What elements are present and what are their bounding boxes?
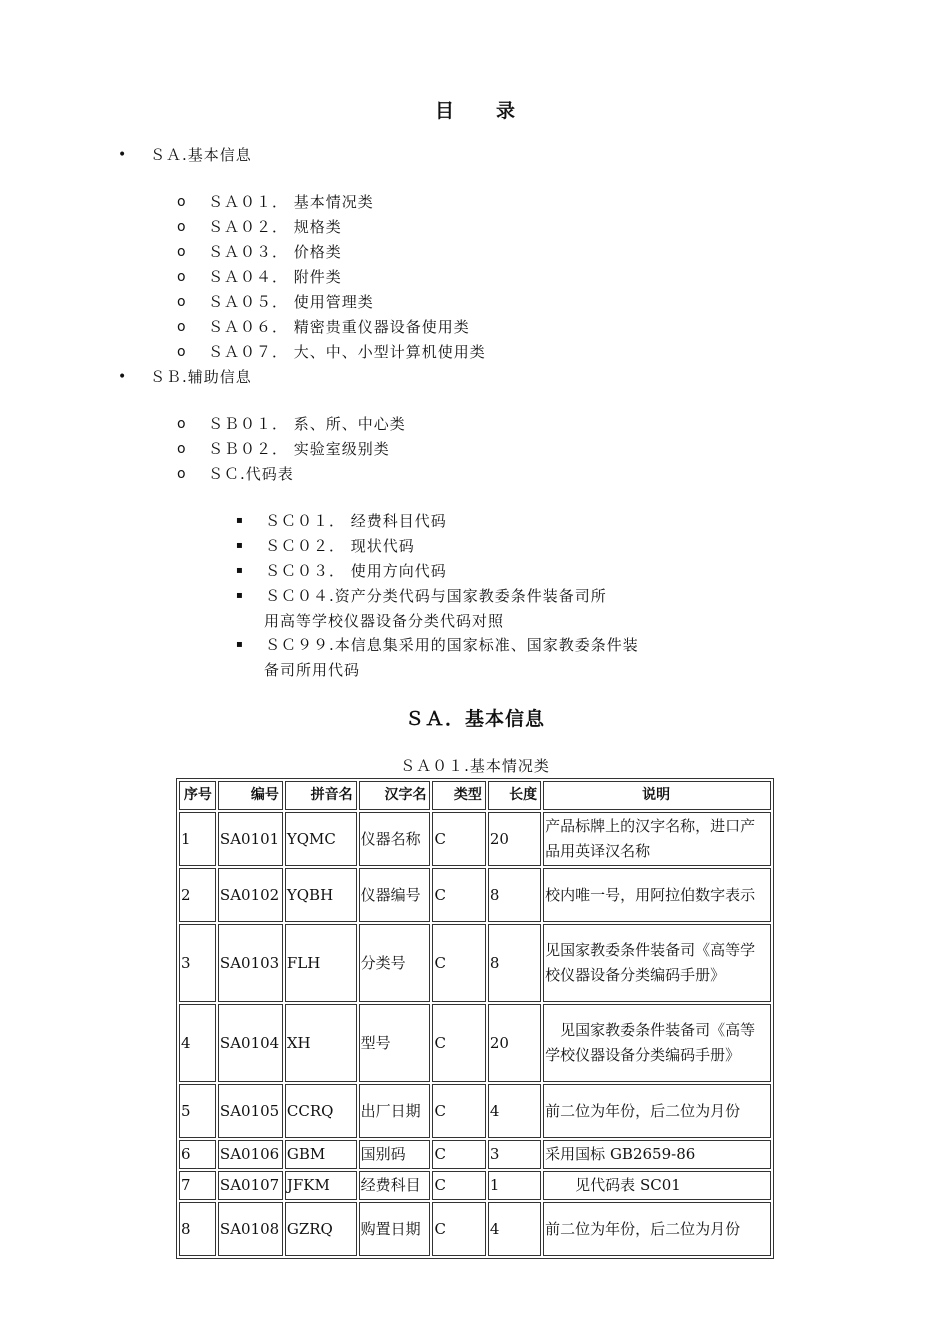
cell-code: SA0103	[218, 924, 283, 1002]
info-table	[176, 778, 774, 1259]
bullet-circle: o	[177, 344, 186, 360]
header-cell: 汉字名	[359, 781, 431, 810]
cell-code: SA0108	[218, 1202, 283, 1256]
header-cell: 类型	[432, 781, 485, 810]
cell-chinese-name: 型号	[359, 1004, 431, 1082]
cell-type: C	[432, 1004, 485, 1082]
cell-chinese-name: 经费科目	[359, 1171, 431, 1200]
bullet-circle: o	[177, 319, 186, 335]
bullet-square: ▪	[236, 515, 243, 526]
cell-type: C	[432, 1171, 485, 1200]
bullet-square: ▪	[236, 639, 243, 650]
cell-index: 6	[179, 1140, 216, 1169]
toc-item-label: ＳＣ０２． 现状代码	[265, 537, 415, 555]
toc-title	[0, 96, 950, 123]
cell-length: 4	[488, 1202, 541, 1256]
header-cell: 编号	[218, 781, 283, 810]
bullet-square: ▪	[236, 540, 243, 551]
cell-index: 1	[179, 812, 216, 866]
cell-chinese-name: 分类号	[359, 924, 431, 1002]
toc-item-label: ＳＢ０２． 实验室级别类	[208, 440, 390, 458]
cell-pinyin: YQBH	[285, 868, 357, 922]
cell-pinyin: YQMC	[285, 812, 357, 866]
cell-description: 采用国标 GB2659-86	[543, 1140, 771, 1169]
cell-pinyin: GZRQ	[285, 1202, 357, 1256]
toc-item-label: ＳＡ０１． 基本情况类	[208, 193, 374, 211]
cell-type: C	[432, 1084, 485, 1138]
toc-item-label: ＳＢ０１． 系、所、中心类	[208, 415, 406, 433]
toc-item-label: ＳＡ０２． 规格类	[208, 218, 342, 236]
bullet-square: ▪	[236, 565, 243, 576]
bullet-circle: o	[177, 269, 186, 285]
toc-item-label: ＳＡ.基本信息	[150, 146, 252, 164]
cell-type: C	[432, 868, 485, 922]
cell-length: 8	[488, 924, 541, 1002]
bullet-square: ▪	[236, 590, 243, 601]
cell-chinese-name: 国别码	[359, 1140, 431, 1169]
bullet-circle: o	[177, 441, 186, 457]
cell-index: 2	[179, 868, 216, 922]
cell-length: 20	[488, 812, 541, 866]
cell-index: 8	[179, 1202, 216, 1256]
cell-code: SA0105	[218, 1084, 283, 1138]
cell-description: 见代码表 SC01	[543, 1171, 771, 1200]
cell-chinese-name: 仪器编号	[359, 868, 431, 922]
cell-length: 4	[488, 1084, 541, 1138]
header-cell: 序号	[179, 781, 216, 810]
bullet-circle: o	[177, 194, 186, 210]
bullet-circle: o	[177, 244, 186, 260]
bullet-circle: o	[177, 294, 186, 310]
toc-item-label: ＳＡ０６． 精密贵重仪器设备使用类	[208, 318, 470, 336]
bullet-circle: o	[177, 466, 186, 482]
cell-length: 20	[488, 1004, 541, 1082]
toc-item-label: ＳＣ０１． 经费科目代码	[265, 512, 447, 530]
toc-item-label: ＳＡ０３． 价格类	[208, 243, 342, 261]
table-caption: ＳＡ０１.基本情况类	[400, 757, 550, 775]
toc-item-sc04-cont: 用高等学校仪器设备分类代码对照	[264, 612, 505, 630]
section-title: ＳＡ．基本信息	[404, 708, 545, 730]
cell-index: 7	[179, 1171, 216, 1200]
bullet-dot: •	[118, 369, 127, 385]
cell-code: SA0102	[218, 868, 283, 922]
cell-chinese-name: 出厂日期	[359, 1084, 431, 1138]
toc-item-label: ＳＣ０３． 使用方向代码	[265, 562, 447, 580]
cell-code: SA0104	[218, 1004, 283, 1082]
table-header-row	[179, 781, 771, 810]
cell-description: 前二位为年份，后二位为月份	[543, 1084, 771, 1138]
toc-title-b: 录	[496, 100, 516, 122]
cell-description: 见国家教委条件装备司《高等学校仪器设备分类编码手册》	[543, 1004, 771, 1082]
bullet-circle: o	[177, 219, 186, 235]
cell-description: 见国家教委条件装备司《高等学校仪器设备分类编码手册》	[543, 924, 771, 1002]
toc-item-label: ＳＣ９９.本信息集采用的国家标准、国家教委条件装	[265, 636, 639, 654]
cell-type: C	[432, 1202, 485, 1256]
toc-item-label: ＳＡ０５． 使用管理类	[208, 293, 374, 311]
cell-code: SA0106	[218, 1140, 283, 1169]
cell-description: 校内唯一号，用阿拉伯数字表示	[543, 868, 771, 922]
cell-chinese-name: 购置日期	[359, 1202, 431, 1256]
cell-index: 4	[179, 1004, 216, 1082]
table-row	[179, 1084, 771, 1138]
cell-length: 1	[488, 1171, 541, 1200]
table-row	[179, 924, 771, 1002]
header-cell: 拼音名	[285, 781, 357, 810]
toc-item-label: ＳＣ.代码表	[208, 465, 294, 483]
cell-pinyin: GBM	[285, 1140, 357, 1169]
toc-title-a: 目	[434, 100, 454, 122]
cell-length: 8	[488, 868, 541, 922]
table-row	[179, 1202, 771, 1256]
cell-pinyin: JFKM	[285, 1171, 357, 1200]
toc-item-label: ＳＡ０４． 附件类	[208, 268, 342, 286]
cell-description: 产品标牌上的汉字名称，进口产品用英译汉名称	[543, 812, 771, 866]
cell-code: SA0107	[218, 1171, 283, 1200]
header-cell: 长度	[488, 781, 541, 810]
cell-index: 5	[179, 1084, 216, 1138]
cell-code: SA0101	[218, 812, 283, 866]
cell-type: C	[432, 812, 485, 866]
table-row	[179, 1171, 771, 1200]
table-row	[179, 1004, 771, 1082]
table-row	[179, 812, 771, 866]
cell-pinyin: XH	[285, 1004, 357, 1082]
cell-pinyin: FLH	[285, 924, 357, 1002]
cell-description: 前二位为年份，后二位为月份	[543, 1202, 771, 1256]
cell-type: C	[432, 1140, 485, 1169]
table-row	[179, 1140, 771, 1169]
bullet-dot: •	[118, 147, 127, 163]
cell-length: 3	[488, 1140, 541, 1169]
cell-chinese-name: 仪器名称	[359, 812, 431, 866]
cell-type: C	[432, 924, 485, 1002]
cell-index: 3	[179, 924, 216, 1002]
toc-item-sc99-cont: 备司所用代码	[264, 661, 361, 679]
toc-item-label: ＳＣ０４.资产分类代码与国家教委条件装备司所	[265, 587, 607, 605]
header-cell: 说明	[543, 781, 771, 810]
cell-pinyin: CCRQ	[285, 1084, 357, 1138]
table-row	[179, 868, 771, 922]
bullet-circle: o	[177, 416, 186, 432]
toc-item-label: ＳＡ０７． 大、中、小型计算机使用类	[208, 343, 486, 361]
toc-item-label: ＳＢ.辅助信息	[150, 368, 252, 386]
